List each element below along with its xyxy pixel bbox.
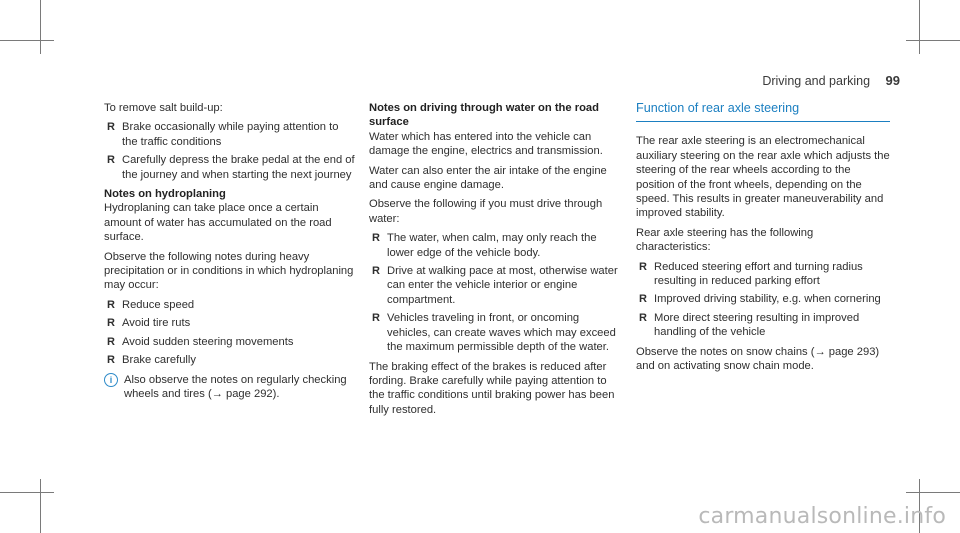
crop-mark — [919, 0, 920, 54]
crop-mark — [0, 40, 54, 41]
bullet-icon: R — [372, 312, 380, 325]
water-paragraph-2: Water can also enter the air intake of the engine and cause engine damage. — [369, 164, 607, 192]
rear-axle-paragraph-3: Observe the notes on snow chains (→ page 293) and on activating snow chain mode. — [636, 345, 880, 373]
crop-mark — [906, 492, 960, 493]
bullet-icon: R — [639, 311, 647, 324]
bullet-icon: R — [107, 317, 115, 330]
list-item: R Reduce speed — [107, 298, 195, 311]
page-number: 99 — [885, 73, 900, 88]
list-item: R Vehicles traveling in front, or oncoming vehicles, can create waves which may exceed the maximum permissible depth of the water. — [372, 312, 616, 354]
list-item: R Drive at walking pace at most, otherwise water can enter the vehicle interior or engine compartment. — [372, 265, 618, 306]
water-list — [369, 231, 624, 354]
bullet-icon: R — [372, 265, 380, 278]
water-paragraph-3: Observe the following if you must drive through water: — [369, 198, 603, 225]
column-middle — [369, 101, 624, 422]
header-section: Driving and parking — [762, 74, 871, 88]
list-item: R Reduced steering effort and turning radius resulting in reduced parking effort — [639, 260, 863, 288]
water-paragraph-1: Water which has entered into the vehicle can damage the engine, electrics and transmission. — [369, 130, 603, 158]
info-note-text: Also observe the notes on regularly checking wheels and tires (→ page 292). — [124, 373, 347, 400]
list-item: R Brake carefully — [107, 354, 196, 367]
list-item: R Avoid sudden steering movements — [107, 335, 294, 348]
crop-mark — [906, 40, 960, 41]
bullet-icon: R — [107, 298, 115, 311]
rear-axle-title: Function of rear axle steering — [636, 101, 890, 122]
list-item: R Brake occasionally while paying attention to the traffic conditions — [107, 121, 339, 148]
watermark: carmanualsonline.info — [698, 504, 946, 529]
crop-mark — [40, 0, 41, 54]
salt-intro: To remove salt build-up: — [104, 102, 223, 114]
rear-axle-paragraph-2: Rear axle steering has the following characteristics: — [636, 226, 814, 254]
water-paragraph-4: The braking effect of the brakes is reduced after fording. Brake carefully while paying attention to the traffic conditions until braking power has been fully restored. — [369, 360, 615, 416]
bullet-icon: R — [107, 121, 115, 134]
hydroplaning-heading: Notes on hydroplaning — [104, 188, 226, 201]
bullet-icon: R — [639, 260, 647, 273]
running-header — [762, 73, 900, 88]
crop-mark — [0, 492, 54, 493]
list-item: R Improved driving stability, e.g. when cornering — [639, 293, 881, 306]
bullet-icon: R — [372, 232, 380, 245]
bullet-icon: R — [107, 335, 115, 348]
bullet-icon: R — [107, 154, 115, 167]
crop-mark — [40, 479, 41, 533]
salt-list — [104, 120, 356, 182]
rear-axle-list — [636, 260, 890, 340]
list-item: R Avoid tire ruts — [107, 317, 191, 330]
hydroplaning-paragraph: Hydroplaning can take place once a certain amount of water has accumulated on the road surface. — [104, 202, 332, 244]
observe-paragraph: Observe the following notes during heavy precipitation or in conditions in which hydroplaning may occur: — [104, 250, 354, 292]
list-item: R More direct steering resulting in improved handling of the vehicle — [639, 311, 860, 339]
water-heading: Notes on driving through water on the road surface — [369, 102, 599, 129]
rear-axle-paragraph-1: The rear axle steering is an electromechanical auxiliary steering on the rear axle which adjusts the steering of the rear wheels according to the position of the front wheels, depending on the speed. This results in greater maneuverability and improved stability. — [636, 135, 890, 220]
column-left — [104, 101, 356, 401]
info-icon: i — [104, 373, 118, 387]
list-item: R The water, when calm, may only reach the lower edge of the vehicle body. — [372, 232, 597, 259]
hydroplaning-list — [104, 298, 356, 368]
column-right — [636, 101, 890, 379]
bullet-icon: R — [639, 293, 647, 306]
list-item: R Carefully depress the brake pedal at the end of the journey and when starting the next journey — [107, 154, 355, 181]
bullet-icon: R — [107, 354, 115, 367]
info-note — [104, 373, 356, 402]
